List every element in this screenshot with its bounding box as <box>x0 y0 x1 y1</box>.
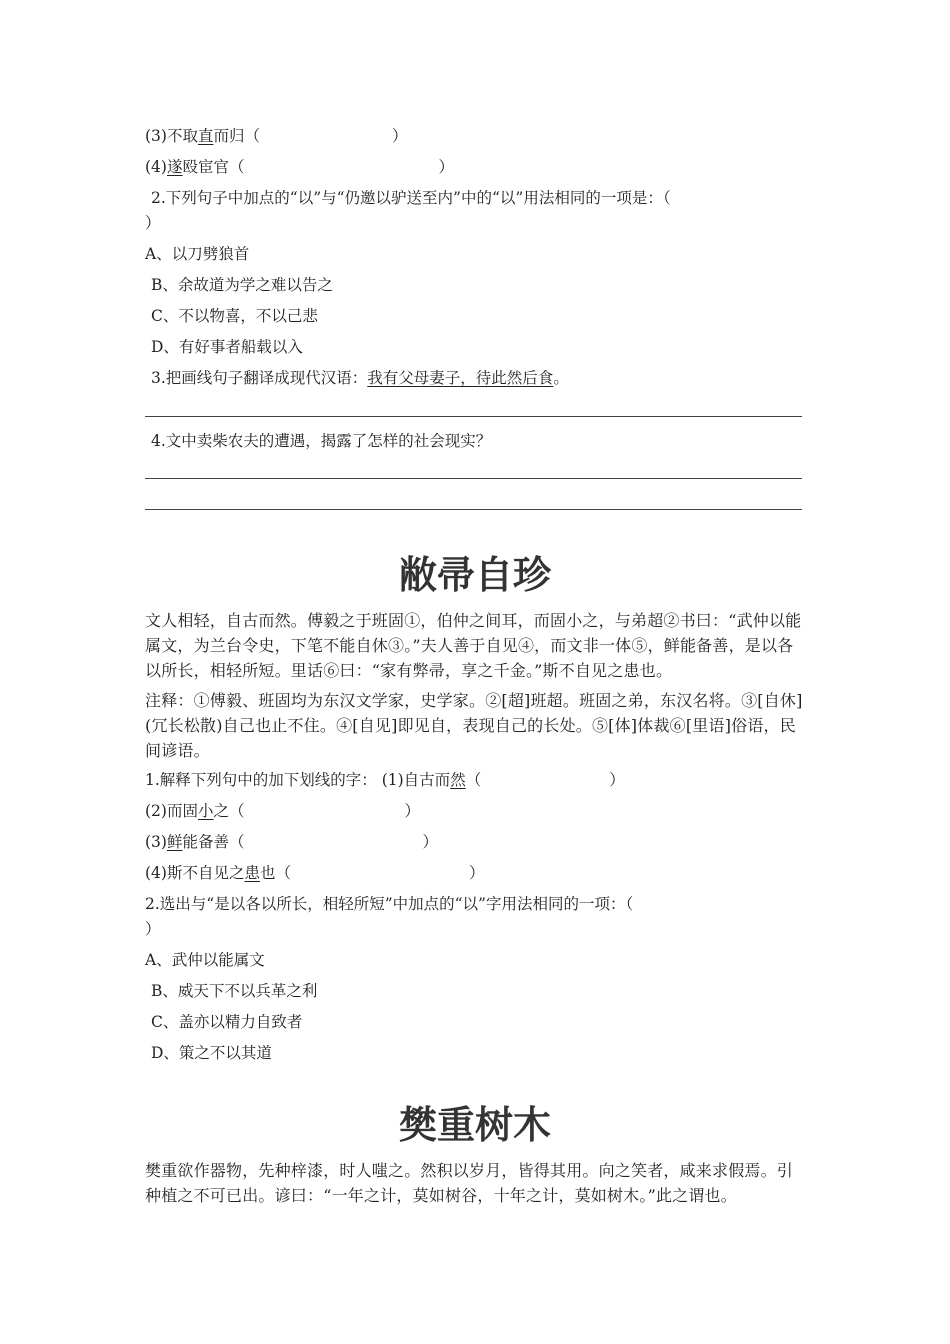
question-text: 也（ <box>259 864 291 882</box>
question-text: (4)斯不自见之 <box>145 864 245 882</box>
question-2-line2: ） <box>145 920 161 938</box>
question-text: 而归（ <box>213 127 260 145</box>
section-title: 敝帚自珍 <box>398 553 551 597</box>
question-item-3 <box>145 126 408 146</box>
question-item-4 <box>145 157 454 177</box>
underlined-char: 遂 <box>166 158 183 176</box>
option-b: B、威天下不以兵革之利 <box>151 982 318 1000</box>
question-2-line1: 2.下列句子中加点的“以”与“仍邀以驴送至内”中的“以”用法相同的一项是：（ <box>151 189 671 207</box>
question-text: （ <box>465 771 482 789</box>
question-4: 4.文中卖柴农夫的遭遇，揭露了怎样的社会现实？ <box>151 432 492 450</box>
option-b: B、余故道为学之难以告之 <box>151 276 333 294</box>
underlined-char: 小 <box>197 802 214 820</box>
notes-text: 注释：①傅毅、班固均为东汉文学家，史学家。②[超]班超。班固之弟，东汉名将。③[自休](冗长松散)自己也止不住。④[自见]即见自，表现自己的长处。⑤[体]体裁⑥[里语]俗语，民间谚语。 <box>145 691 803 760</box>
question-text: 殴宦官（ <box>182 158 245 176</box>
close-paren: ） <box>469 864 485 882</box>
question-text: 。 <box>553 369 569 387</box>
question-text: 1.解释下列句中的加下划线的字： (1)自古而 <box>145 771 451 789</box>
question-text: (2)而固 <box>145 802 198 820</box>
question-text: (4) <box>145 158 167 176</box>
answer-line[interactable] <box>145 478 802 479</box>
option-d: D、有好事者船载以入 <box>151 338 303 356</box>
option-a: A、武仲以能属文 <box>145 951 265 969</box>
answer-line[interactable] <box>145 416 802 417</box>
question-text: 3.把画线句子翻译成现代汉语： <box>151 369 368 387</box>
close-paren: ） <box>438 158 455 176</box>
question-1-item-2 <box>145 801 420 821</box>
passage-text: 樊重欲作器物，先种梓漆，时人嗤之。然积以岁月，皆得其用。向之笑者，咸来求假焉。引种植之不可已出。谚曰：“一年之计，莫如树谷，十年之计，莫如树木。”此之谓也。 <box>145 1161 794 1205</box>
question-1-item-1 <box>145 770 625 790</box>
underlined-char: 患 <box>244 864 260 882</box>
question-1-item-4 <box>145 863 485 883</box>
question-text: (3) <box>145 833 167 851</box>
option-a: A、以刀劈狼首 <box>145 245 250 263</box>
close-paren: ） <box>422 833 439 851</box>
close-paren: ） <box>609 771 625 789</box>
notes <box>145 688 805 763</box>
answer-line[interactable] <box>145 509 802 510</box>
section-title: 樊重树木 <box>398 1103 551 1147</box>
question-2-line2: ） <box>145 214 161 232</box>
underlined-sentence: 我有父母妻子，待此然后食 <box>367 369 554 387</box>
passage-text: 文人相轻，自古而然。傅毅之于班固①，伯仲之间耳，而固小之，与弟超②书曰：“武仲以能属文，为兰台令史，下笔不能自休③。”夫人善于自见④，而文非一体⑤，鲜能备善，是以各以所长，相轻所短。里话⑥曰：“家有弊帚，享之千金。”斯不自见之患也。 <box>145 611 802 680</box>
question-1-item-3 <box>145 832 438 852</box>
close-paren: ） <box>404 802 421 820</box>
question-text: (3)不取 <box>145 127 198 145</box>
close-paren: ） <box>392 127 408 145</box>
question-2-line1: 2.选出与“是以各以所长，相轻所短”中加点的“以”字用法相同的一项：（ <box>145 895 634 913</box>
question-text: 能备善（ <box>182 833 245 851</box>
underlined-char: 鲜 <box>166 833 183 851</box>
option-c: C、不以物喜，不以己悲 <box>151 307 318 325</box>
option-d: D、策之不以其道 <box>151 1044 272 1062</box>
question-3 <box>151 368 569 388</box>
question-text: 之（ <box>213 802 245 820</box>
passage <box>145 608 805 683</box>
underlined-char: 直 <box>197 127 214 145</box>
passage <box>145 1158 805 1208</box>
underlined-char: 然 <box>450 771 466 789</box>
option-c: C、盖亦以精力自致者 <box>151 1013 303 1031</box>
